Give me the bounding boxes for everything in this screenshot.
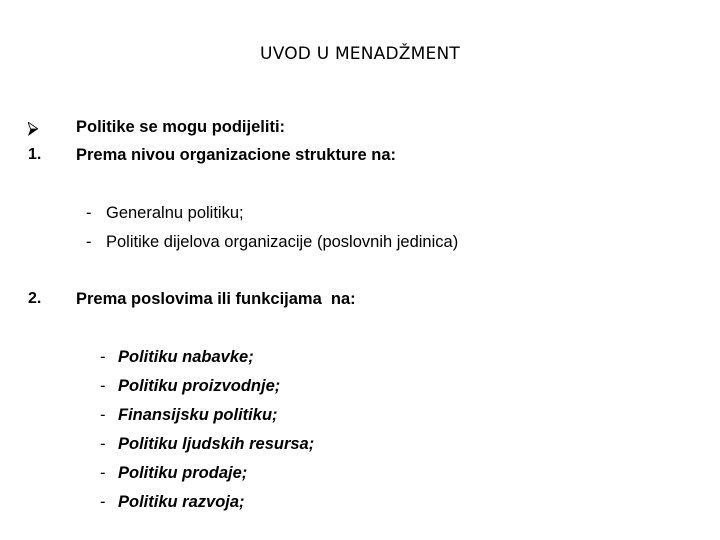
intro-line: Politike se mogu podijeliti: xyxy=(76,118,286,136)
list-dash: - xyxy=(100,464,106,482)
list-item: Politiku ljudskih resursa; xyxy=(118,435,315,453)
list-dash: - xyxy=(100,377,106,395)
list-dash: - xyxy=(100,406,106,424)
list-dash: - xyxy=(86,233,92,251)
list-item: Politiku razvoja; xyxy=(118,493,245,511)
list-item: Politiku nabavke; xyxy=(118,348,254,366)
list-item: Politiku proizvodnje; xyxy=(118,377,281,395)
page-title: UVOD U MENADŽMENT xyxy=(260,44,460,64)
list-item: Politike dijelova organizacije (poslovnih jedinica) xyxy=(106,233,459,251)
section2-heading: Prema poslovima ili funkcijama na: xyxy=(76,290,356,308)
list-item: Finansijsku politiku; xyxy=(118,406,278,424)
list-dash: - xyxy=(100,348,106,366)
list-item: Politiku prodaje; xyxy=(118,464,248,482)
list-dash: - xyxy=(100,435,106,453)
list-number-2: 2. xyxy=(28,290,42,307)
list-number-1: 1. xyxy=(28,146,42,163)
list-item: Generalnu politiku; xyxy=(106,204,244,222)
list-dash: - xyxy=(100,493,106,511)
section1-heading: Prema nivou organizacione strukture na: xyxy=(76,146,396,164)
list-dash: - xyxy=(86,204,92,222)
arrow-right-icon xyxy=(28,122,38,136)
